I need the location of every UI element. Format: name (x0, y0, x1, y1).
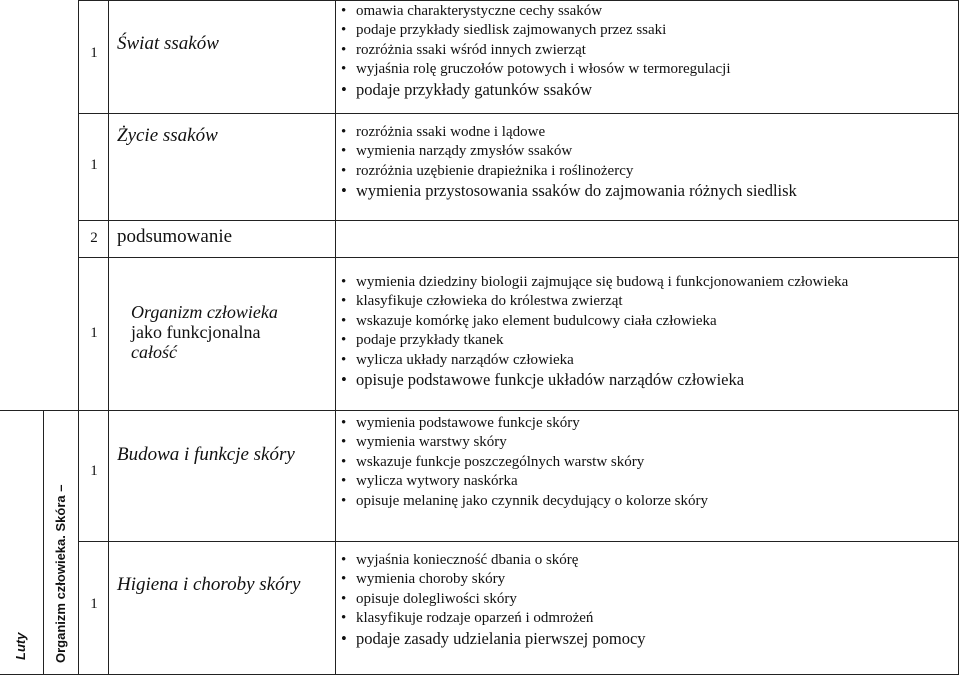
hours-cell: 1 (90, 325, 98, 341)
objective-item: • rozróżnia ssaki wodne i lądowe (339, 123, 797, 142)
month-label: Luty (13, 632, 28, 660)
objective-item: • omawia charakterystyczne cechy ssaków (339, 2, 731, 21)
objectives-list (339, 414, 708, 511)
topic-line: Organizm człowieka (131, 302, 278, 322)
topic-line: całość (131, 342, 177, 362)
topic-cell: Budowa i funkcje skóry (117, 444, 295, 465)
topic-cell: Higiena i choroby skóry (117, 574, 301, 595)
objective-item: • wymienia podstawowe funkcje skóry (339, 414, 708, 433)
topic-cell: Świat ssaków (117, 33, 219, 54)
summary-cell: podsumowanie (117, 226, 233, 247)
topic-cell (131, 302, 278, 362)
objective-item: • wymienia narządy zmysłów ssaków (339, 142, 797, 161)
objective-item: • podaje przykłady tkanek (339, 331, 848, 350)
objective-item: • podaje przykłady siedlisk zajmowanych przez ssaki (339, 21, 731, 40)
objectives-list (339, 551, 646, 648)
objective-item: • podaje przykłady gatunków ssaków (339, 80, 731, 99)
objective-item: • rozróżnia ssaki wśród innych zwierząt (339, 41, 731, 60)
objective-item: • wylicza układy narządów człowieka (339, 351, 848, 370)
objective-item: • wskazuje funkcje poszczególnych warstw skóry (339, 453, 708, 472)
hours-cell: 1 (90, 157, 98, 173)
objective-item: • opisuje dolegliwości skóry (339, 590, 646, 609)
objective-item: • klasyfikuje człowieka do królestwa zwierząt (339, 292, 848, 311)
objective-item: • rozróżnia uzębienie drapieżnika i roślinożercy (339, 162, 797, 181)
objectives-list (339, 2, 731, 99)
objective-item: • wymienia choroby skóry (339, 570, 646, 589)
topic-cell: Życie ssaków (117, 125, 218, 146)
hours-cell: 1 (90, 463, 98, 479)
objective-item: • wymienia dziedziny biologii zajmujące się budową i funkcjonowaniem człowieka (339, 273, 848, 292)
objectives-list (339, 123, 797, 201)
objective-item: • wylicza wytwory naskórka (339, 472, 708, 491)
hours-cell: 2 (90, 230, 98, 246)
objective-item: • wymienia przystosowania ssaków do zajmowania różnych siedlisk (339, 181, 797, 200)
objective-item: • wyjaśnia konieczność dbania o skórę (339, 551, 646, 570)
topic-line: jako funkcjonalna (131, 322, 261, 342)
objective-item: • wymienia warstwy skóry (339, 433, 708, 452)
objective-item: • wyjaśnia rolę gruczołów potowych i włosów w termoregulacji (339, 60, 731, 79)
hours-cell: 1 (90, 596, 98, 612)
objective-item: • opisuje podstawowe funkcje układów narządów człowieka (339, 370, 848, 389)
objective-item: • klasyfikuje rodzaje oparzeń i odmrożeń (339, 609, 646, 628)
objective-item: • podaje zasady udzielania pierwszej pomocy (339, 629, 646, 648)
hours-cell: 1 (90, 45, 98, 61)
objective-item: • opisuje melaninę jako czynnik decydujący o kolorze skóry (339, 492, 708, 511)
objectives-list (339, 273, 848, 389)
objective-item: • wskazuje komórkę jako element budulcowy ciała człowieka (339, 312, 848, 331)
section-label: Organizm człowieka. Skóra – (53, 484, 68, 663)
